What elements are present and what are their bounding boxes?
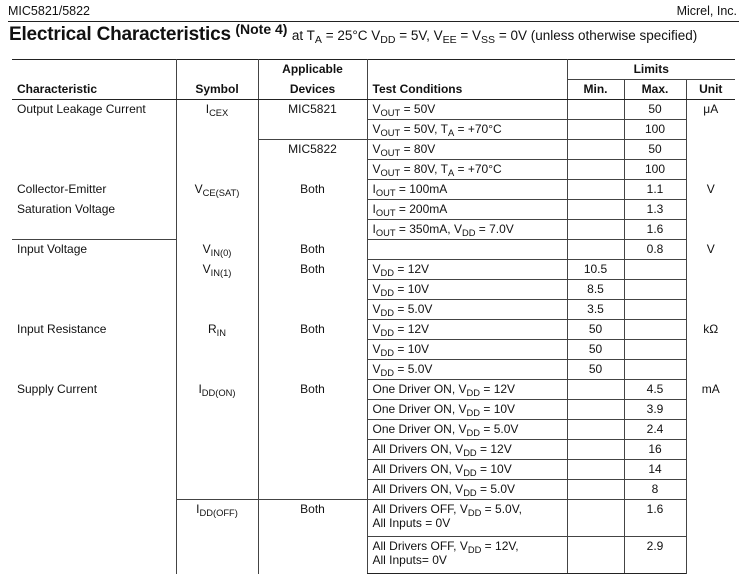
row-device: Both <box>258 320 367 380</box>
row-min: 10.5 <box>567 260 624 280</box>
row-max: 2.9 <box>624 537 686 574</box>
row-max: 8 <box>624 480 686 500</box>
row-condition: $V_{DD} = 12V$ <box>367 320 567 340</box>
row-min: 8.5 <box>567 280 624 300</box>
col-limits: Limits <box>567 60 735 80</box>
table-row <box>12 380 735 400</box>
row-max: 50 <box>624 140 686 160</box>
section-title <box>9 21 698 46</box>
row-max: 1.1 <box>624 180 686 200</box>
row-characteristic: Collector-Emitter <box>17 181 107 196</box>
row-symbol: $V_{IN(0)}$ <box>176 240 258 260</box>
row-min: 50 <box>567 340 624 360</box>
row-condition: All Drivers ON, $V_{DD} = 5.0V$ <box>367 480 567 500</box>
col-characteristic: Characteristic <box>12 80 176 100</box>
col-min: Min. <box>567 80 624 100</box>
row-symbol: $I_{CEX}$ <box>176 100 258 180</box>
row-min: 50 <box>567 360 624 380</box>
row-device: Both <box>258 180 367 240</box>
electrical-characteristics-table <box>12 59 735 574</box>
row-max: 4.5 <box>624 380 686 400</box>
row-condition: $V_{DD} = 5.0V$ <box>367 300 567 320</box>
row-symbol: $V_{IN(1)}$ <box>176 260 258 320</box>
table-row <box>12 320 735 340</box>
row-symbol: $R_{IN}$ <box>176 320 258 380</box>
row-device: Both <box>258 240 367 260</box>
header-rule <box>8 21 739 22</box>
row-characteristic: Saturation Voltage <box>17 201 116 216</box>
row-condition: $I_{OUT} = 200mA$ <box>367 200 567 220</box>
row-symbol: $V_{CE(SAT)}$ <box>176 180 258 240</box>
row-condition: $V_{OUT} = 80V$, $T_A = +70^\circ C$ <box>367 160 567 180</box>
row-condition: $V_{DD} = 5.0V$ <box>367 360 567 380</box>
col-symbol: Symbol <box>176 80 258 100</box>
row-characteristic: Input Resistance <box>17 321 107 336</box>
row-unit: kΩ <box>686 320 735 380</box>
row-device: MIC5822 <box>258 140 367 180</box>
row-max: 1.6 <box>624 220 686 240</box>
row-condition: All Drivers ON, $V_{DD} = 12V$ <box>367 440 567 460</box>
document-id: MIC5821/5822 <box>8 4 91 18</box>
row-max: 100 <box>624 120 686 140</box>
table-row <box>12 200 735 220</box>
row-condition: $V_{OUT} = 50V$, $T_A = +70^\circ C$ <box>367 120 567 140</box>
row-condition: One Driver ON, $V_{DD} = 5.0V$ <box>367 420 567 440</box>
row-condition: $V_{OUT} = 50V$ <box>367 100 567 120</box>
title-text: Electrical Characteristics <box>9 24 231 45</box>
col-max: Max. <box>624 80 686 100</box>
row-max: 50 <box>624 100 686 120</box>
row-max: 16 <box>624 440 686 460</box>
row-max: 2.4 <box>624 420 686 440</box>
company-name: Micrel, Inc. <box>676 4 737 18</box>
row-condition: $V_{OUT} = 80V$ <box>367 140 567 160</box>
col-test-conditions: Test Conditions <box>367 80 567 100</box>
row-symbol: $I_{DD(OFF)}$ <box>176 500 258 574</box>
row-condition: All Drivers ON, $V_{DD} = 10V$ <box>367 460 567 480</box>
row-condition: One Driver ON, $V_{DD} = 10V$ <box>367 400 567 420</box>
row-min: 50 <box>567 320 624 340</box>
row-max: 14 <box>624 460 686 480</box>
row-condition: $V_{DD} = 10V$ <box>367 280 567 300</box>
row-min: 3.5 <box>567 300 624 320</box>
row-device: Both <box>258 380 367 500</box>
row-device: Both <box>258 500 367 574</box>
row-characteristic: Input Voltage <box>17 242 88 256</box>
row-characteristic: Supply Current <box>17 381 98 396</box>
table-row <box>12 240 735 260</box>
col-applicable: Applicable <box>258 60 367 80</box>
row-unit: μA <box>686 100 735 180</box>
row-max: 100 <box>624 160 686 180</box>
row-condition: $I_{OUT} = 100mA$ <box>367 180 567 200</box>
row-unit: mA <box>686 380 735 574</box>
row-condition: $I_{OUT} = 350mA$, $V_{DD} = 7.0V$ <box>367 220 567 240</box>
title-note: (Note 4) <box>235 21 288 37</box>
title-conditions: at $T_A = 25^\circ C$ $V_{DD} = 5V$, $V_{EE} = V_{SS} = 0V$ (unless otherwise specified) <box>291 28 698 46</box>
table-row <box>12 220 735 240</box>
row-symbol: $I_{DD(ON)}$ <box>176 380 258 500</box>
table-row <box>12 100 735 120</box>
table-row <box>12 180 735 200</box>
header-row-2 <box>12 80 735 100</box>
row-device: MIC5821 <box>258 100 367 140</box>
col-devices: Devices <box>258 80 367 100</box>
row-characteristic: Output Leakage Current <box>17 102 146 116</box>
row-unit: V <box>686 180 735 240</box>
row-device: Both <box>258 260 367 320</box>
row-condition: $V_{DD} = 10V$ <box>367 340 567 360</box>
row-max: 0.8 <box>624 240 686 260</box>
row-max: 1.3 <box>624 200 686 220</box>
row-condition: One Driver ON, $V_{DD} = 12V$ <box>367 380 567 400</box>
col-unit: Unit <box>686 80 735 100</box>
row-condition: All Drivers OFF, $V_{DD} = 5.0V$, All Inputs = 0V <box>367 500 567 537</box>
row-condition: $V_{DD} = 12V$ <box>367 260 567 280</box>
row-max: 3.9 <box>624 400 686 420</box>
row-max: 1.6 <box>624 500 686 537</box>
row-unit: V <box>686 240 735 320</box>
row-condition: All Drivers OFF, $V_{DD} = 12V$, All Inputs= 0V <box>367 537 567 574</box>
header-row-1 <box>12 60 735 80</box>
